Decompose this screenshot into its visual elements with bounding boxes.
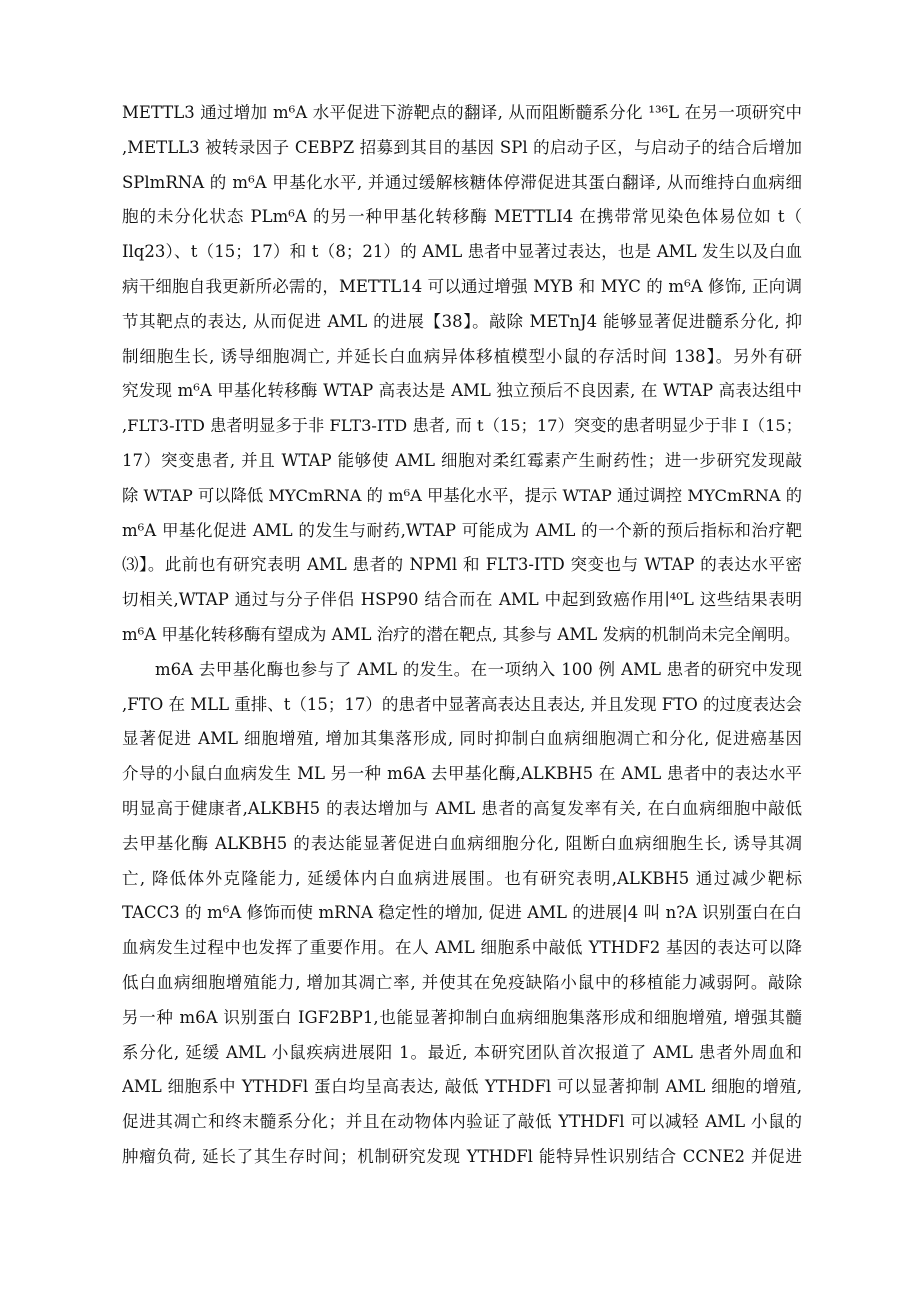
text-line: 胞的未分化状态 PLm⁶A 的另一种甲基化转移酶 METTLI4 在携带常见染色体易位如 t（ xyxy=(122,207,802,227)
text-line: 介导的小鼠白血病发生 ML 另一种 m6A 去甲基化酶,ALKBH5 在 AML 患者中的表达水平 xyxy=(122,764,802,784)
text-line: ,FTO 在 MLL 重排、t（15；17）的患者中显著高表达且表达, 并且发现 FTO 的过度表达会 xyxy=(122,694,802,714)
text-line: 节其靶点的表达, 从而促进 AML 的进展【38】。敲除 METnJ4 能够显著促进髓系分化, 抑 xyxy=(122,311,802,331)
paragraph-2 xyxy=(122,653,802,1175)
text-line: 病干细胞自我更新所必需的，METTL14 可以通过增强 MYB 和 MYC 的 m⁶A 修饰, 正向调 xyxy=(122,276,802,296)
text-line: ,FLT3-ITD 患者明显多于非 FLT3-ITD 患者, 而 t（15；17）突变的患者明显少于非 I（15； xyxy=(122,416,802,436)
text-line: 促进其凋亡和终末髓系分化；并且在动物体内验证了敲低 YTHDFl 可以减轻 AML 小鼠的 xyxy=(122,1112,802,1132)
text-line: 17）突变患者, 并且 WTAP 能够使 AML 细胞对柔红霉素产生耐药性；进一步研究发现敲 xyxy=(122,450,802,470)
text-line: m⁶A 甲基化转移酶有望成为 AML 治疗的潜在靶点, 其参与 AML 发病的机制尚未完全阐明。 xyxy=(122,624,801,644)
text-line: 肿瘤负荷, 延长了其生存时间；机制研究发现 YTHDFl 能特异性识别结合 CCNE2 并促进 xyxy=(122,1146,802,1166)
text-line: 系分化, 延缓 AML 小鼠疾病进展阳 1。最近, 本研究团队首次报道了 AML 患者外周血和 xyxy=(122,1042,802,1062)
text-line: AML 细胞系中 YTHDFl 蛋白均呈高表达, 敲低 YTHDFl 可以显著抑制 AML 细胞的增殖, xyxy=(122,1077,802,1097)
text-line: 明显高于健康者,ALKBH5 的表达增加与 AML 患者的高复发率有关, 在白血病细胞中敲低 xyxy=(122,798,802,818)
document-body xyxy=(122,96,802,1175)
text-line: m⁶A 甲基化促进 AML 的发生与耐药,WTAP 可能成为 AML 的一个新的预后指标和治疗靶 xyxy=(122,520,802,540)
text-line: 亡, 降低体外克隆能力, 延缓体内白血病进展围。也有研究表明,ALKBH5 通过减少靶标 xyxy=(122,868,802,888)
paragraph-1 xyxy=(122,96,802,653)
text-line: 血病发生过程中也发挥了重要作用。在人 AML 细胞系中敲低 YTHDF2 基因的表达可以降 xyxy=(122,938,802,958)
text-line: 究发现 m⁶A 甲基化转移酶 WTAP 高表达是 AML 独立预后不良因素, 在 WTAP 高表达组中 xyxy=(122,381,802,401)
text-line: m6A 去甲基化酶也参与了 AML 的发生。在一项纳入 100 例 AML 患者的研究中发现 xyxy=(155,659,802,679)
text-line: 制细胞生长, 诱导细胞凋亡, 并延长白血病异体移植模型小鼠的存活时间 138】。另外有研 xyxy=(122,346,802,366)
text-line: METTL3 通过增加 m⁶A 水平促进下游靶点的翻译, 从而阻断髓系分化 ¹³⁶L 在另一项研究中 xyxy=(122,103,802,122)
text-line: 低白血病细胞增殖能力, 增加其凋亡率, 并使其在免疫缺陷小鼠中的移植能力减弱阿。敲除 xyxy=(122,972,802,992)
text-line: ,METLL3 被转录因子 CEBPZ 招募到其目的基因 SPl 的启动子区，与启动子的结合后增加 xyxy=(122,137,802,157)
text-line: ⑶】。此前也有研究表明 AML 患者的 NPMl 和 FLT3-ITD 突变也与 WTAP 的表达水平密 xyxy=(122,555,802,575)
text-line: TACC3 的 m⁶A 修饰而使 mRNA 稳定性的增加, 促进 AML 的进展|4 叫 n?A 识别蛋白在白 xyxy=(122,903,802,923)
text-line: SPlmRNA 的 m⁶A 甲基化水平, 并通过缓解核糖体停滞促进其蛋白翻译, 从而维持白血病细 xyxy=(122,172,802,192)
text-line: 显著促进 AML 细胞增殖, 增加其集落形成, 同时抑制白血病细胞凋亡和分化, 促进癌基因 xyxy=(122,729,802,749)
text-line: Ilq23）、t（15；17）和 t（8；21）的 AML 患者中显著过表达，也是 AML 发生以及白血 xyxy=(122,242,802,262)
text-line: 切相关,WTAP 通过与分子伴侣 HSP90 结合而在 AML 中起到致癌作用∣⁴⁰L 这些结果表明 xyxy=(122,590,802,610)
text-line: 另一种 m6A 识别蛋白 IGF2BP1,也能显著抑制白血病细胞集落形成和细胞增殖, 增强其髓 xyxy=(122,1007,802,1027)
text-line: 除 WTAP 可以降低 MYCmRNA 的 m⁶A 甲基化水平，提示 WTAP 通过调控 MYCmRNA 的 xyxy=(122,485,802,505)
text-line: 去甲基化酶 ALKBH5 的表达能显著促进白血病细胞分化, 阻断白血病细胞生长, 诱导其凋 xyxy=(122,833,802,853)
